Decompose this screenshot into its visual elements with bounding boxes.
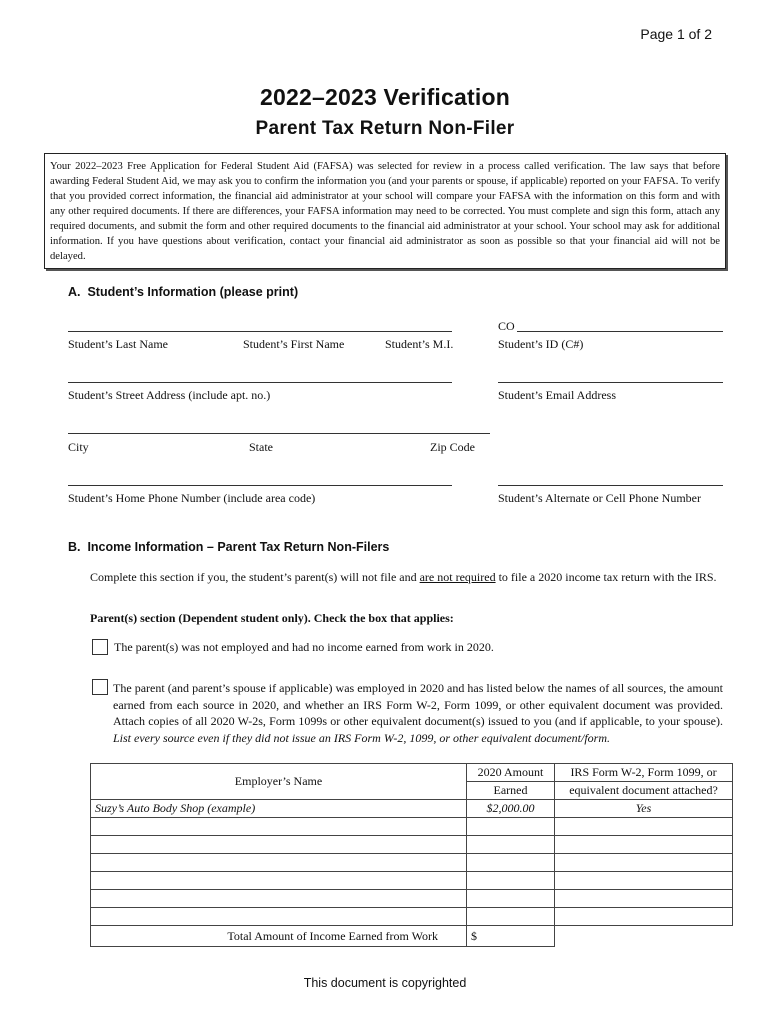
section-a-heading: A. Student’s Information (please print) (68, 285, 299, 299)
intro-notice: Your 2022–2023 Free Application for Federal Student Aid (FAFSA) was selected for review in a process called verification. The law says that before awarding Federal Student Aid, we may ask you to confirm the information you (and your parents or spouse, if applicable) reported on your FAFSA. To verify that you provided correct information, the financial aid administrator at your school will compare your FAFSA with the information on this form and with any other required documents. If there are differences, your FAFSA information may need to be corrected. You must complete and sign this form, attach any required documents, and submit the form and other required documents to the financial aid administrator at your school. Your school may ask for additional information. If you have questions about verification, contact your financial aid administrator as soon as possible so that your financial aid will not be delayed. (44, 153, 726, 269)
amount-input[interactable] (467, 872, 555, 890)
no-income-checkbox[interactable] (92, 639, 108, 655)
document-attached-input[interactable] (555, 818, 733, 836)
instructions-underlined: are not required (419, 570, 496, 584)
employed-checkbox[interactable] (92, 679, 108, 695)
city-state-zip-line[interactable] (68, 433, 490, 434)
state-label: State (249, 440, 273, 454)
total-row (91, 926, 733, 947)
student-id-prefix: CO (498, 319, 515, 333)
amount-input[interactable] (467, 908, 555, 926)
document-attached-input[interactable] (555, 854, 733, 872)
amount-input[interactable] (467, 818, 555, 836)
section-b-instructions (90, 569, 730, 585)
amount-header-line1: 2020 Amount (467, 764, 555, 782)
employer-income-table (90, 763, 733, 947)
total-currency-symbol: $ (471, 928, 477, 943)
instructions-text: Complete this section if you, the student’s parent(s) will not file and (90, 570, 420, 584)
table-row[interactable] (91, 854, 733, 872)
alt-phone-label: Student’s Alternate or Cell Phone Number (498, 491, 701, 505)
document-attached-input[interactable] (555, 908, 733, 926)
employer-name-input[interactable] (91, 854, 467, 872)
student-id-label: Student’s ID (C#) (498, 337, 584, 351)
employer-name-input[interactable] (91, 890, 467, 908)
employed-option-label (113, 680, 723, 746)
city-label: City (68, 440, 89, 454)
amount-input[interactable] (467, 854, 555, 872)
street-address-line[interactable] (68, 382, 452, 383)
alt-phone-line[interactable] (498, 485, 723, 486)
first-name-label: Student’s First Name (243, 337, 345, 351)
table-row[interactable] (91, 872, 733, 890)
form-subtitle: Parent Tax Return Non-Filer (255, 118, 515, 139)
street-address-label: Student’s Street Address (include apt. no.) (68, 388, 271, 402)
total-row-blank (555, 926, 733, 947)
document-header-line1: IRS Form W-2, Form 1099, or (555, 764, 733, 782)
document-attached-input[interactable] (555, 872, 733, 890)
amount-header-line2: Earned (467, 782, 555, 800)
instructions-text-end: to file a 2020 income tax return with the IRS. (495, 570, 717, 584)
employer-name-header: Employer’s Name (91, 764, 467, 800)
total-label: Total Amount of Income Earned from Work (91, 926, 467, 947)
example-row (91, 800, 733, 818)
example-amount-cell: $2,000.00 (467, 800, 555, 818)
employed-option-text: The parent (and parent’s spouse if applicable) was employed in 2020 and has listed below the names of all sources, the amount earned from each source in 2020, and whether an IRS Form W-2, Form 1099, or other equivalent document was provided. Attach copies of all 2020 W-2s, Form 1099s or other equivalent document(s) issued to you (and if applicable, to your spouse). (113, 681, 723, 728)
zip-label: Zip Code (430, 440, 475, 454)
home-phone-line[interactable] (68, 485, 452, 486)
section-b-heading: B. Income Information – Parent Tax Return Non-Filers (68, 540, 390, 554)
middle-initial-label: Student’s M.I. (385, 337, 454, 351)
last-name-label: Student’s Last Name (68, 337, 168, 351)
amount-input[interactable] (467, 836, 555, 854)
parents-section-heading: Parent(s) section (Dependent student only). Check the box that applies: (90, 611, 454, 625)
email-line[interactable] (498, 382, 723, 383)
document-header-line2: equivalent document attached? (555, 782, 733, 800)
table-header-row (91, 764, 733, 782)
employer-name-input[interactable] (91, 836, 467, 854)
email-label: Student’s Email Address (498, 388, 616, 402)
example-employer-cell: Suzy’s Auto Body Shop (example) (91, 800, 467, 818)
total-amount-cell[interactable] (467, 926, 555, 947)
copyright-footer: This document is copyrighted (303, 976, 467, 990)
employer-name-input[interactable] (91, 872, 467, 890)
document-attached-input[interactable] (555, 890, 733, 908)
employer-name-input[interactable] (91, 908, 467, 926)
employed-option-italic-note: List every source even if they did not issue an IRS Form W-2, 1099, or other equivalent document/form. (113, 730, 611, 745)
table-row[interactable] (91, 818, 733, 836)
home-phone-label: Student’s Home Phone Number (include area code) (68, 491, 316, 505)
table-row[interactable] (91, 908, 733, 926)
example-document-cell: Yes (555, 800, 733, 818)
student-id-line[interactable] (517, 331, 723, 332)
employer-name-input[interactable] (91, 818, 467, 836)
student-name-line[interactable] (68, 331, 452, 332)
table-row[interactable] (91, 836, 733, 854)
page-number: Page 1 of 2 (640, 26, 712, 42)
no-income-option-label: The parent(s) was not employed and had no income earned from work in 2020. (114, 640, 494, 654)
document-attached-input[interactable] (555, 836, 733, 854)
form-title: 2022–2023 Verification (260, 84, 510, 110)
table-row[interactable] (91, 890, 733, 908)
amount-input[interactable] (467, 890, 555, 908)
